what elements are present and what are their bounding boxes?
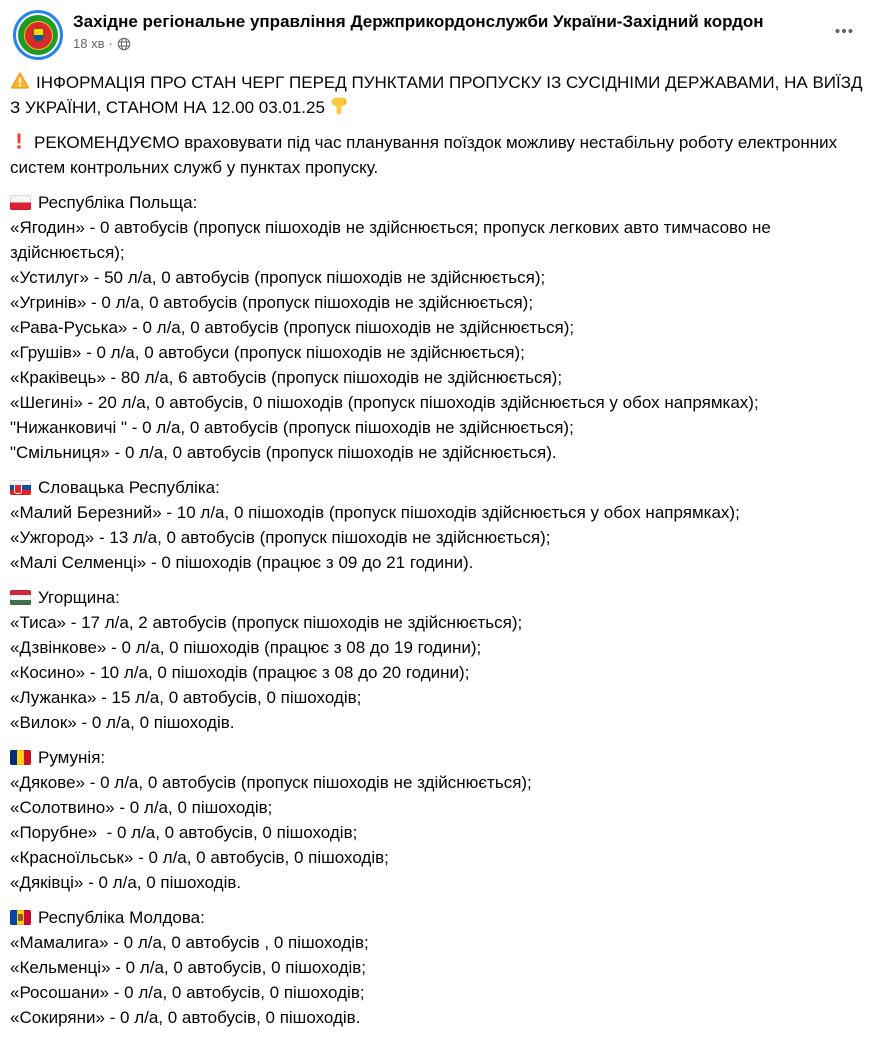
checkpoint-line: «Малі Селменці» - 0 пішоходів (працює з 09 до 21 години). — [10, 553, 474, 572]
checkpoint-line: «Рава-Руська» - 0 л/а, 0 автобусів (пропуск пішоходів не здійснюється); — [10, 318, 575, 337]
flag-romania-icon — [10, 750, 31, 765]
checkpoint-line: «Дяківці» - 0 л/а, 0 пішоходів. — [10, 873, 242, 892]
section-header — [10, 475, 865, 500]
checkpoint-line: «Краківець» - 80 л/а, 6 автобусів (пропуск пішоходів не здійснюється); — [10, 368, 563, 387]
ukraine-shield-icon — [33, 28, 44, 42]
red-exclamation-icon — [10, 131, 28, 151]
country-section-slovakia — [10, 475, 865, 575]
checkpoint-line: «Малий Березний» - 10 л/а, 0 пішоходів (пропуск пішоходів здійснюється у обох напрямках); — [10, 503, 740, 522]
country-section-moldova — [10, 905, 865, 1030]
checkpoint-line: "Смільниця» - 0 л/а, 0 автобусів (пропуск пішоходів не здійснюється). — [10, 443, 557, 462]
section-header — [10, 190, 865, 215]
section-header — [10, 745, 865, 770]
checkpoint-line: «Порубне» - 0 л/а, 0 автобусів, 0 пішоходів; — [10, 823, 358, 842]
country-section-romania — [10, 745, 865, 895]
checkpoint-line: «Дякове» - 0 л/а, 0 автобусів (пропуск пішоходів не здійснюється); — [10, 773, 532, 792]
paragraph-text: ІНФОРМАЦІЯ ПРО СТАН ЧЕРГ ПЕРЕД ПУНКТАМИ ПРОПУСКУ ІЗ СУСІДНІМИ ДЕРЖАВАМИ, НА ВИЇЗД З УКРАЇНИ, СТАНОМ НА 12.00 03.01.25 — [10, 73, 868, 117]
section-title: Республіка Польща: — [38, 193, 198, 212]
warning-icon — [10, 71, 30, 91]
section-title: Румунія: — [38, 748, 106, 767]
post-options-button[interactable] — [827, 10, 861, 53]
checkpoint-line: «Тиса» - 17 л/а, 2 автобусів (пропуск пішоходів не здійснюється); — [10, 613, 523, 632]
point-down-icon — [329, 96, 349, 116]
header-text — [73, 10, 817, 51]
checkpoint-line: «Мамалига» - 0 л/а, 0 автобусів , 0 пішоходів; — [10, 933, 369, 952]
country-section-poland — [10, 190, 865, 465]
emblem-inner-circle — [24, 21, 53, 50]
checkpoint-line: «Косино» - 10 л/а, 0 пішоходів (працює з 08 до 20 години); — [10, 663, 470, 682]
section-title: Угорщина: — [38, 588, 120, 607]
section-header — [10, 905, 865, 930]
checkpoint-line: «Красноїльськ» - 0 л/а, 0 автобусів, 0 пішоходів; — [10, 848, 389, 867]
section-title: Словацька Республіка: — [38, 478, 220, 497]
checkpoint-line: «Кельменці» - 0 л/а, 0 автобусів, 0 пішоходів; — [10, 958, 367, 977]
section-title: Республіка Молдова: — [38, 908, 205, 927]
checkpoint-line: «Ягодин» - 0 автобусів (пропуск пішоходів не здійснюється; пропуск легкових авто тимчасово не здійснюється); — [10, 218, 776, 262]
flag-slovakia-icon — [10, 480, 31, 495]
globe-icon — [117, 37, 131, 51]
post-paragraph — [10, 70, 868, 120]
checkpoint-line: «Шегині» - 20 л/а, 0 автобусів, 0 пішоходів (пропуск пішоходів здійснюється у обох напрямках); — [10, 393, 759, 412]
post-timestamp[interactable]: 18 хв — [73, 36, 105, 51]
checkpoint-line: «Сокиряни» - 0 л/а, 0 автобусів, 0 пішоходів. — [10, 1008, 361, 1027]
checkpoint-line: "Нижанковичі " - 0 л/а, 0 автобусів (пропуск пішоходів не здійснюється); — [10, 418, 574, 437]
flag-poland-icon — [10, 195, 31, 210]
checkpoint-line: «Угринів» - 0 л/а, 0 автобусів (пропуск пішоходів не здійснюється); — [10, 293, 534, 312]
checkpoint-line: «Росошани» - 0 л/а, 0 автобусів, 0 пішоходів; — [10, 983, 365, 1002]
flag-moldova-icon — [10, 910, 31, 925]
post-header — [0, 0, 875, 62]
post-body — [0, 62, 875, 1038]
checkpoint-line: «Солотвино» - 0 л/а, 0 пішоходів; — [10, 798, 273, 817]
flag-hungary-icon — [10, 590, 31, 605]
page-name-link[interactable]: Західне регіональне управління Держприкордонслужби України-Західний кордон — [73, 12, 764, 31]
checkpoint-line: «Ужгород» - 13 л/а, 0 автобусів (пропуск пішоходів не здійснюється); — [10, 528, 551, 547]
checkpoint-line: «Грушів» - 0 л/а, 0 автобуси (пропуск пішоходів не здійснюється); — [10, 343, 525, 362]
country-section-hungary — [10, 585, 865, 735]
paragraph-text: РЕКОМЕНДУЄМО враховувати під час планування поїздок можливу нестабільну роботу електронних систем контрольних служб у пунктах пропуску. — [10, 133, 842, 177]
checkpoint-line: «Вилок» - 0 л/а, 0 пішоходів. — [10, 713, 235, 732]
checkpoint-line: «Устилуг» - 50 л/а, 0 автобусів (пропуск пішоходів не здійснюється); — [10, 268, 546, 287]
section-header — [10, 585, 865, 610]
border-guard-emblem-icon — [18, 15, 58, 55]
checkpoint-line: «Лужанка» - 15 л/а, 0 автобусів, 0 пішоходів; — [10, 688, 362, 707]
post-paragraph — [10, 130, 865, 180]
page-avatar[interactable] — [13, 10, 63, 60]
ellipsis-icon — [833, 29, 855, 46]
post-meta — [73, 36, 817, 51]
meta-separator: · — [108, 36, 113, 51]
checkpoint-line: «Дзвінкове» - 0 л/а, 0 пішоходів (працює з 08 до 19 години); — [10, 638, 482, 657]
